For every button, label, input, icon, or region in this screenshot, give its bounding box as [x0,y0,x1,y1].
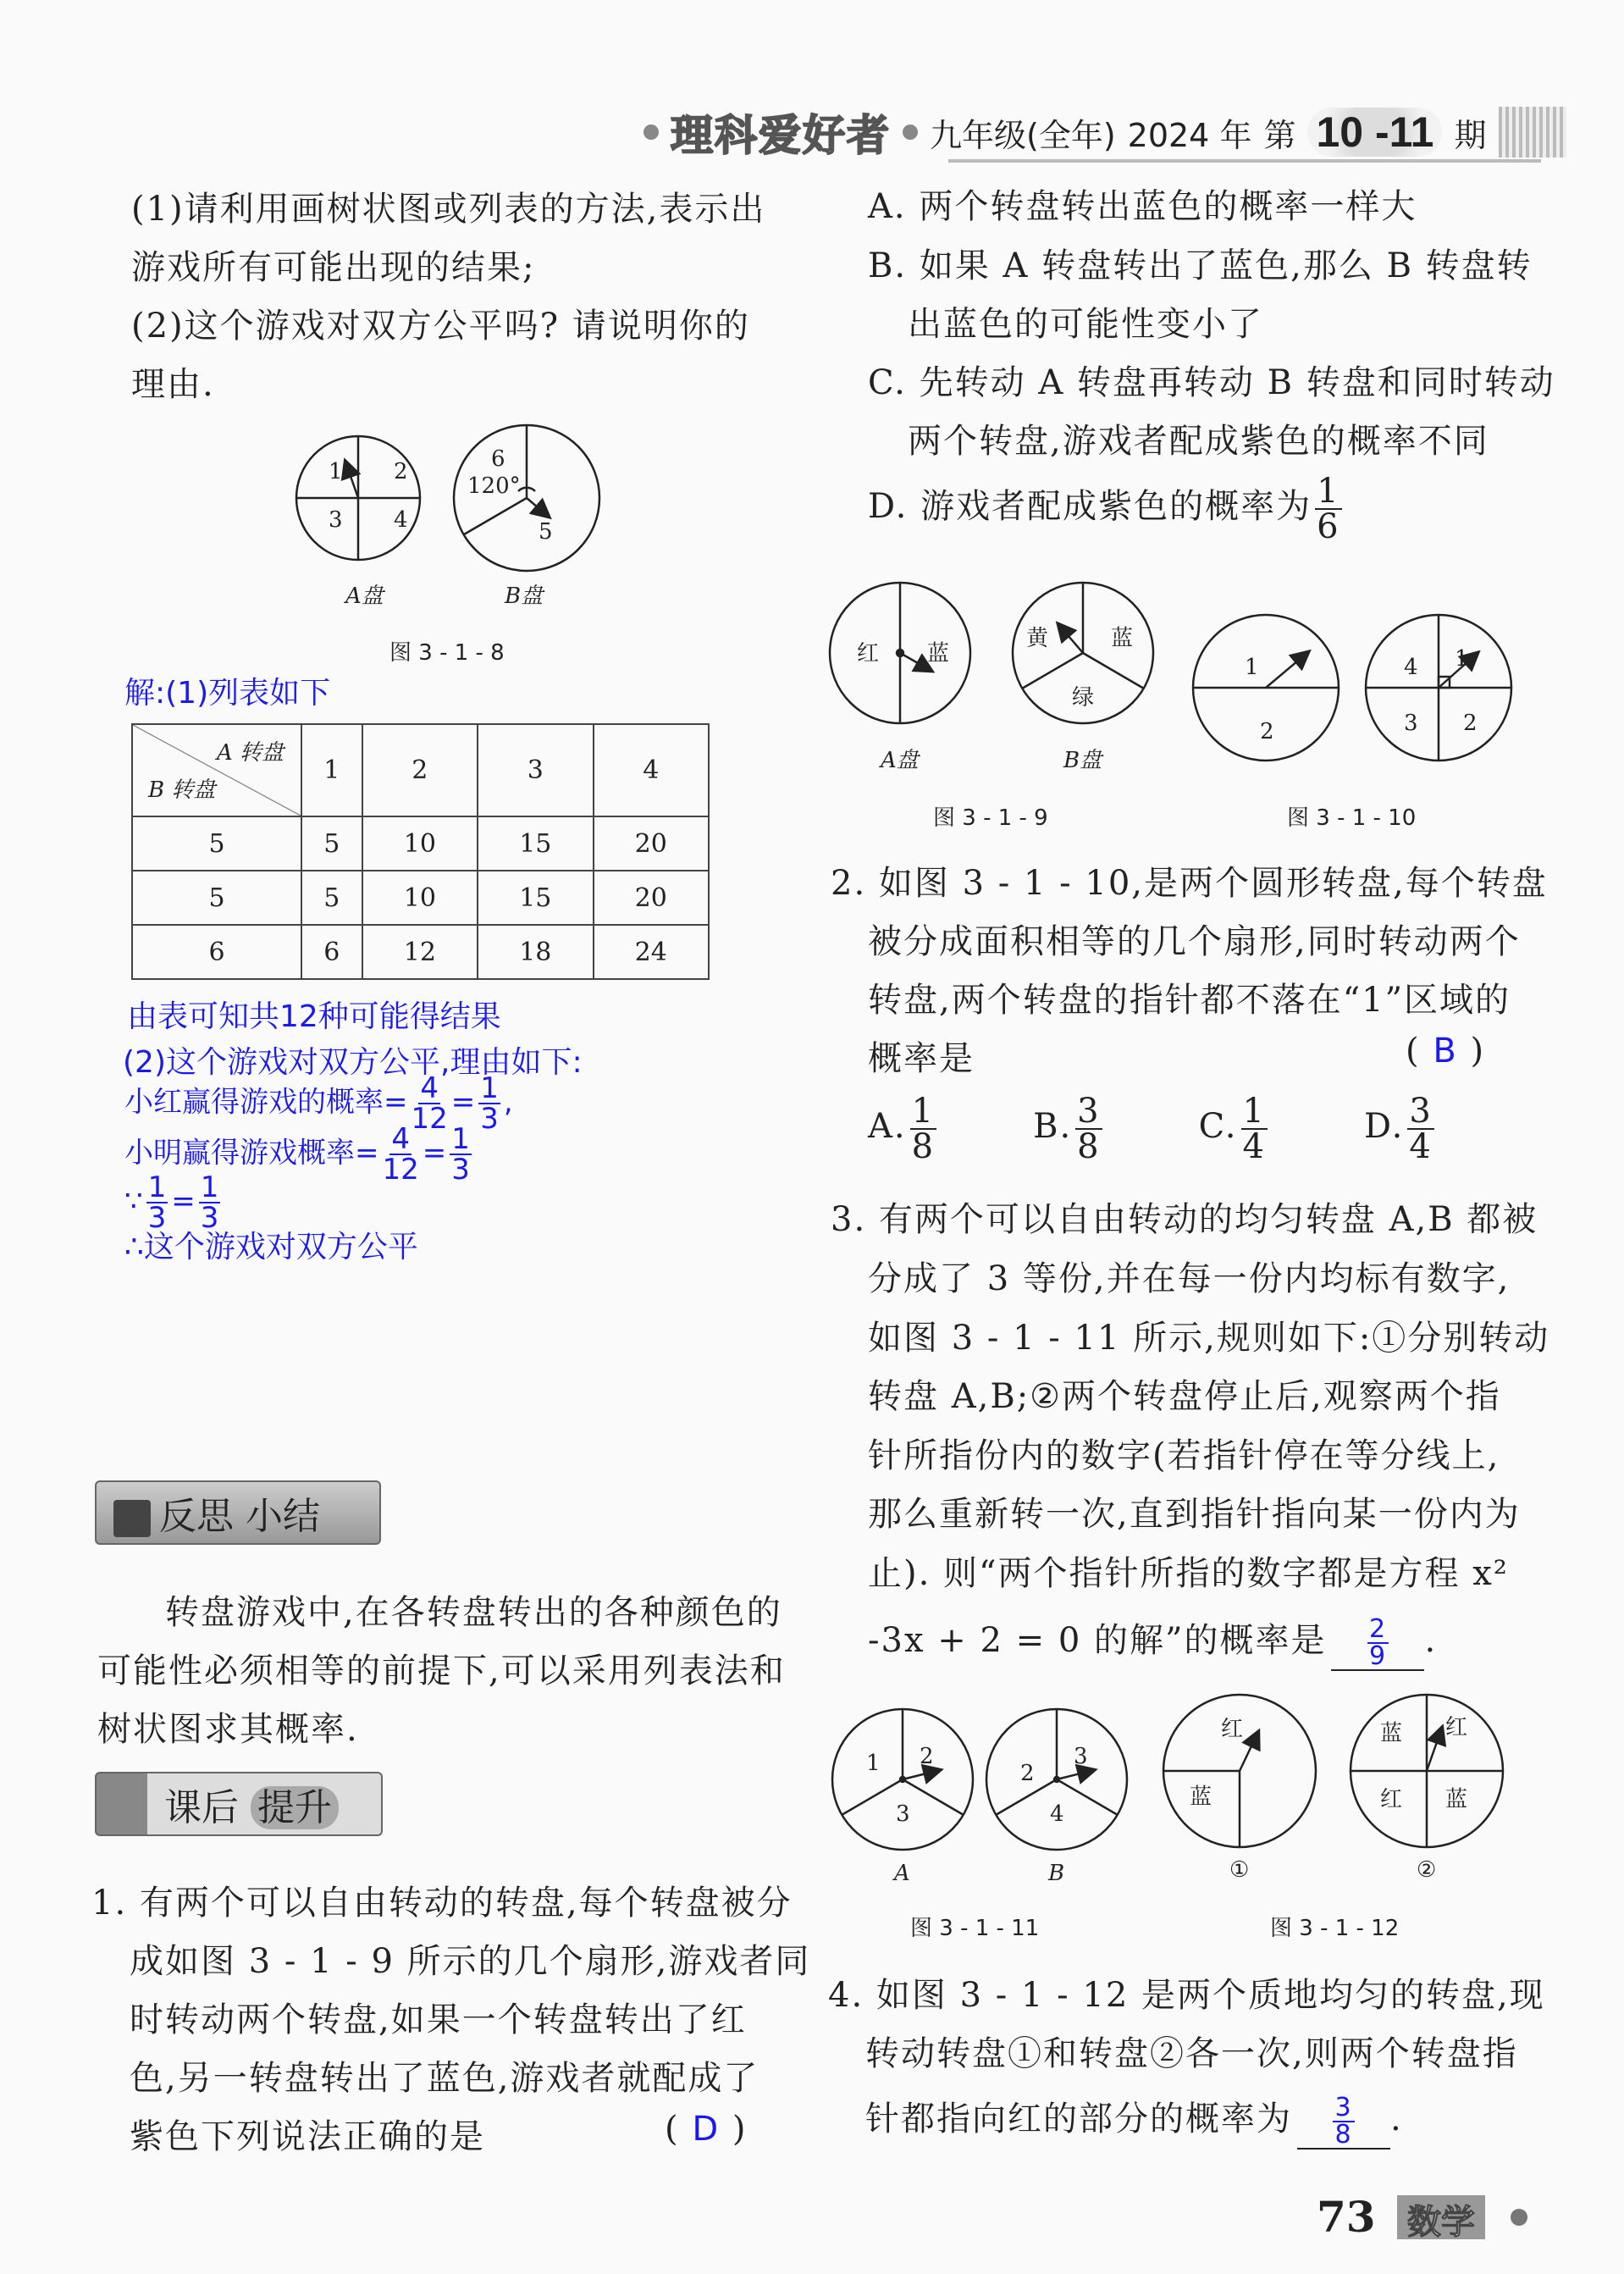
q2-line: 转盘,两个转盘的指针都不落在“1”区域的 [868,981,1511,1020]
q1-line: 成如图 3 - 1 - 9 所示的几个扇形,游戏者同 [130,1942,811,1981]
spinner-a-fig8 [296,436,420,560]
q3-line: 止). 则“两个指针所指的数字都是方程 x² [868,1554,1509,1593]
sector-label: 120° [467,473,521,499]
q2-line: 被分成面积相等的几个扇形,同时转动两个 [868,922,1521,961]
sector-label: 1 [866,1751,881,1776]
q1-answer: ( D ) [665,2110,748,2149]
table-header: 4 [594,724,709,816]
q4-line: 转动转盘①和转盘②各一次,则两个转盘指 [865,2034,1518,2073]
sector-label: 1 [1455,646,1469,672]
table-cell: 5 [301,816,362,871]
fraction: $\frac{4}{12}$ [411,1071,448,1136]
option-c: C. 先转动 A 转盘再转动 B 转盘和同时转动 [868,363,1555,402]
sector-label: 3 [1074,1744,1088,1769]
table-header: 3 [478,724,593,816]
sector-label: 蓝 [927,641,950,667]
spinner-name: A盘 [881,748,919,773]
sector-label: 2 [1260,719,1274,744]
spinner-name: ① [1229,1857,1250,1883]
option-b: 出蓝色的可能性变小了 [908,305,1263,344]
q2-options [868,1094,1438,1164]
sector-label: 2 [920,1744,934,1769]
corner-top: A 转盘 [216,740,284,766]
q2-line: 概率是 [868,1039,975,1078]
q2-answer: ( B ) [1406,1032,1486,1071]
figure-caption: 图 3 - 1 - 10 [1287,805,1417,831]
spinner-b-fig11 [986,1709,1127,1850]
reflect-line: 树状图求其概率. [97,1710,359,1749]
sector-label: 3 [329,507,343,533]
spinner-name: B盘 [1063,748,1102,773]
sector-label: 2 [1020,1761,1035,1786]
figure-caption: 图 3 - 1 - 8 [389,640,505,666]
solution-line: (2)这个游戏对双方公平,理由如下: [123,1045,583,1080]
q1-line: 色,另一转盘转出了蓝色,游戏者就配成了 [130,2059,760,2098]
sector-label: 蓝 [1190,1784,1212,1810]
sector-label: 4 [394,507,408,533]
spinner-name: B [1048,1861,1065,1886]
sector-label: 绿 [1072,685,1095,711]
reflect-line: 转盘游戏中,在各转盘转出的各种颜色的 [165,1593,782,1632]
sector-label: 蓝 [1111,626,1134,651]
q3-line: 那么重新转一次,直到指针指向某一份内为 [868,1495,1521,1534]
q3-line: 针所指份内的数字(若指针停在等分线上, [868,1436,1500,1475]
table-cell: 5 [132,816,301,871]
section-banner-improve: 课后 提升 [95,1772,383,1836]
subject-badge: 数学 [1397,2195,1485,2239]
fraction: $\frac{1}{3}$ [480,1071,499,1136]
solution-line: ∴这个游戏对双方公平 [124,1230,418,1264]
spinner-2-fig12 [1351,1695,1503,1847]
fraction: $\frac{1}{3}$ [451,1122,470,1187]
solution-line: 小红赢得游戏的概率= $\frac{4}{12}$ = $\frac{1}{3}$ , [124,1071,513,1136]
sector-label: 3 [1404,711,1418,736]
table-cell: 5 [132,871,301,925]
spinner-name: A [894,1861,910,1886]
q2-option-b: B. $\frac{3}{8}$ [1033,1092,1101,1166]
intro-line: (1)请利用画树状图或列表的方法,表示出 [131,190,766,229]
q3-line: 如图 3 - 1 - 11 所示,规则如下:①分别转动 [868,1319,1550,1358]
spinner-name: A盘 [345,584,384,609]
solution-line: ∵ $\frac{1}{3}$ = $\frac{1}{3}$ [124,1170,219,1235]
sector-label: 蓝 [1380,1721,1403,1746]
intro-line: (2)这个游戏对双方公平吗? 请说明你的 [131,307,750,346]
figure-caption: 图 3 - 1 - 11 [910,1916,1040,1941]
sector-label: 2 [394,459,408,484]
fraction: $\frac{1}{3}$ [147,1170,167,1235]
footer-dot-icon [1511,2209,1527,2226]
table-corner [132,724,301,816]
q3-answer: $\frac{2}{9}$ [1368,1614,1388,1671]
option-d: D. 游戏者配成紫色的概率为 $\frac{1}{6}$ [868,472,1340,546]
sector-label: 4 [1404,655,1418,680]
corner-bottom: B 转盘 [148,777,216,803]
table-cell: 6 [301,925,362,979]
q2-option-c: C. $\frac{1}{4}$ [1198,1092,1266,1166]
q1-line: 紫色下列说法正确的是 [130,2117,485,2156]
sector-label: 6 [491,446,505,472]
grade: 九年级(全年) [930,116,1116,154]
page-number: 73 [1317,2192,1376,2242]
sector-label: 黄 [1026,626,1049,651]
solution-line: 由表可知共12种可能得结果 [127,999,501,1034]
sector-label: 红 [1445,1715,1468,1740]
intro-line: 游戏所有可能出现的结果; [131,248,536,287]
sector-label: 蓝 [1445,1787,1468,1812]
table-cell: 10 [362,816,478,871]
q1-line: 1. 有两个可以自由转动的转盘,每个转盘被分 [91,1884,793,1923]
table-cell: 15 [478,871,593,925]
spinner-a-fig9 [830,583,970,723]
option-c: 两个转盘,游戏者配成紫色的概率不同 [908,422,1489,461]
year: 2024 年 [1127,116,1252,154]
fraction: $\frac{1}{3}$ [200,1170,219,1235]
table-row [132,816,709,871]
q3-line: 分成了 3 等份,并在每一份内均标有数字, [868,1259,1511,1298]
table-header: 2 [362,724,478,816]
figure-caption: 图 3 - 1 - 12 [1270,1916,1400,1941]
sector-label: 2 [1463,711,1478,736]
solution-line: 小明赢得游戏概率= $\frac{4}{12}$ = $\frac{1}{3}$ [124,1122,470,1187]
intro-line: 理由. [131,365,215,404]
sector-label: 4 [1050,1801,1064,1827]
table-cell: 15 [478,816,593,871]
table-header: 1 [301,724,362,816]
table-cell: 18 [478,925,593,979]
q4-line: 4. 如图 3 - 1 - 12 是两个质地均匀的转盘,现 [828,1976,1545,2015]
table-cell: 20 [594,816,709,871]
q2-option-a: A. $\frac{1}{8}$ [868,1092,936,1166]
line-text: 小红赢得游戏的概率= [124,1085,408,1120]
sector-label: 红 [857,641,880,667]
section-banner-reflect: 反思 小结 [95,1480,381,1545]
spinner-name: ② [1417,1857,1437,1883]
option-b: B. 如果 A 转盘转出了蓝色,那么 B 转盘转 [868,246,1533,285]
sector-label: 1 [1245,655,1259,680]
table-cell: 12 [362,925,478,979]
q4-line: 针都指向红的部分的概率为 $\frac{3}{8}$ . [865,2093,1403,2150]
issue-prefix: 第 [1263,116,1296,154]
sector-label: 红 [1380,1787,1403,1812]
table-row [132,871,709,925]
q2-option-d: D. $\frac{3}{4}$ [1363,1092,1433,1166]
issue-number: 10 -11 [1307,108,1442,157]
figure-caption: 图 3 - 1 - 9 [933,805,1048,831]
outcome-table [131,723,710,980]
line-text: ∵ [124,1184,143,1219]
table-cell: 10 [362,871,478,925]
q3-line: -3x + 2 = 0 的解”的概率是 $\frac{2}{9}$ . [868,1614,1438,1671]
table-cell: 24 [594,925,709,979]
banner-icon [113,1500,151,1537]
option-a: A. 两个转盘转出蓝色的概率一样大 [868,187,1417,226]
q3-line: 转盘 A,B;②两个转盘停止后,观察两个指 [868,1377,1501,1416]
sector-label: 红 [1221,1717,1244,1742]
table-cell: 6 [132,925,301,979]
table-cell: 20 [594,871,709,925]
line-text: 小明赢得游戏概率= [124,1136,379,1170]
solution-intro: 解:(1)列表如下 [124,676,331,711]
fraction: $\frac{4}{12}$ [382,1122,419,1187]
spinner-right-fig10 [1366,615,1511,761]
spinner-a-fig11 [832,1709,973,1850]
issue-suffix: 期 [1454,116,1487,154]
sector-label: 5 [539,519,553,545]
reflect-line: 可能性必须相等的前提下,可以采用列表法和 [97,1652,786,1690]
table-cell: 5 [301,871,362,925]
sector-label: 3 [896,1801,910,1827]
table-row [132,925,709,979]
q2-line: 2. 如图 3 - 1 - 10,是两个圆形转盘,每个转盘 [831,864,1548,903]
spinner-name: B盘 [505,584,544,609]
q3-line: 3. 有两个可以自由转动的均匀转盘 A,B 都被 [831,1200,1538,1239]
fraction: $\frac{1}{6}$ [1317,472,1340,546]
q4-answer: $\frac{3}{8}$ [1334,2093,1353,2150]
logo: 理科爱好者 [671,111,891,160]
q1-line: 时转动两个转盘,如果一个转盘转出了红 [130,2000,747,2039]
sector-label: 1 [329,459,343,484]
